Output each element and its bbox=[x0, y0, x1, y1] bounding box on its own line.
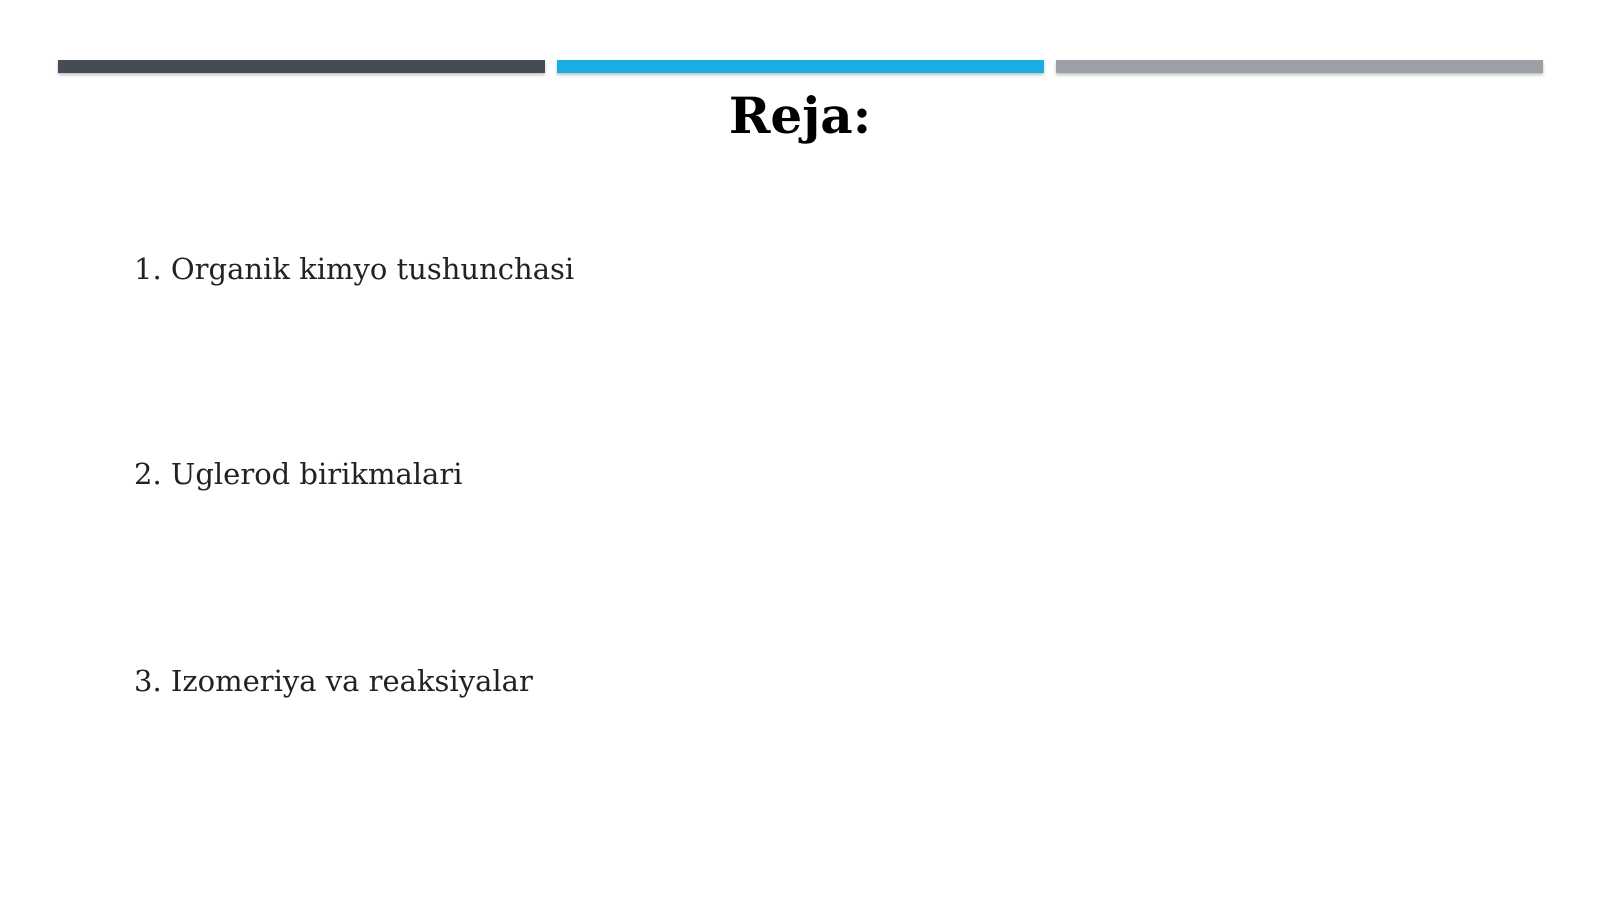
plan-item: 3. Izomeriya va reaksiyalar bbox=[134, 664, 533, 698]
plan-item: 2. Uglerod birikmalari bbox=[134, 457, 463, 491]
accent-bar-dark bbox=[58, 60, 545, 73]
accent-bar-blue bbox=[557, 60, 1044, 73]
accent-bar-gray bbox=[1056, 60, 1543, 73]
plan-item: 1. Organik kimyo tushunchasi bbox=[134, 252, 575, 286]
slide-title: Reja: bbox=[728, 86, 872, 145]
